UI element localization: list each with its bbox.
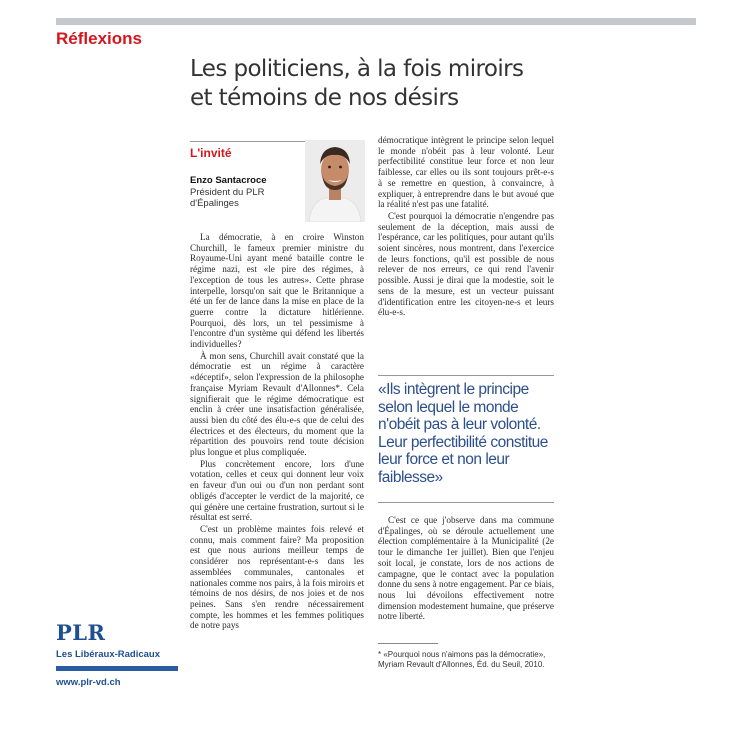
author-portrait xyxy=(305,140,365,222)
paragraph: démocratique intègrent le principe selon lequel le monde n'obéit pas à leur volonté. Leur perfectibilité constitue leur force et non leur faiblesse, car elles ou ils sont toujours prêt-e-s à se remettre en question, à convaincre, à expliquer, à entreprendre dans le but avoué que la réalité n'est pas une fatalité. xyxy=(378,135,554,210)
pull-quote: «Ils intègrent le principe selon lequel le monde n'obéit pas à leur volonté. Leur perfectibilité constitue leur force et non leur faiblesse» xyxy=(378,381,548,486)
author-name: Enzo Santacroce xyxy=(190,175,267,186)
plr-logo: PLR xyxy=(56,620,106,645)
author-role: Président du PLR d'Épalinges xyxy=(190,187,265,209)
headline-line-2: et témoins de nos désirs xyxy=(190,85,459,111)
invite-label: L'invité xyxy=(190,146,232,160)
paragraph: Plus concrètement encore, lors d'une votation, celles et ceux qui donnent leur voix en faveur d'un oui ou d'un non perdant sont obligés d'accepter le verdict de la majorité, ce qui génère une certaine frustration, surtout si le résultat est serré. xyxy=(190,458,364,523)
paragraph: À mon sens, Churchill avait constaté que la démocratie est un régime à caractère «déceptif», selon l'expression de la philosophe française Myriam Revault d'Allonnes*. Cela signifierait que le régime démocratique est enclin à créer une insatisfaction généralisée, aussi bien du côté des élu-e-s que de celui des électrices et des électeurs, du moment que la répartition des pouvoirs rend toute décision plus longue et plus compliquée. xyxy=(190,350,364,458)
article-right-column-top xyxy=(378,135,554,319)
headline xyxy=(190,55,590,113)
plr-website-link[interactable]: www.plr-vd.ch xyxy=(56,677,121,688)
top-bar xyxy=(56,18,696,25)
headline-line-1: Les politiciens, à la fois miroirs xyxy=(190,56,524,82)
footnote: * «Pourquoi nous n'aimons pas la démocratie», Myriam Revault d'Allonnes, Éd. du Seuil, 2010. xyxy=(378,650,546,669)
section-label: Réflexions xyxy=(56,29,142,48)
article-left-column xyxy=(190,232,364,632)
paragraph: C'est ce que j'observe dans ma commune d'Épalinges, où se déroule actuellement une élection complémentaire à la Municipalité (2e tour le dimanche 1er juillet). Bien que l'enjeu soit local, je constate, lors de nos actions de campagne, que le contact avec la population donne du sens à notre engagement. Par ce biais, nous lui dévoilons effectivement notre dimension modestement humaine, que préserve notre liberté. xyxy=(378,515,554,622)
article-right-column-bottom xyxy=(378,515,554,623)
footnote-rule xyxy=(378,643,438,644)
pull-quote-rule-top xyxy=(378,375,554,376)
plr-party-name: Les Libéraux-Radicaux xyxy=(56,649,161,660)
plr-rule xyxy=(56,666,178,671)
paragraph: C'est un problème maintes fois relevé et connu, mais comment faire? Ma proposition est que nous aurions meilleur temps de considérer nos représentant-e-s dans les assemblées communales, cantonales et nationales comme nos pairs, à la fois miroirs et témoins de nos désirs, de nos joies et de nos peines. Sans s'en rendre nécessairement compte, les hommes et les femmes politiques de notre pays xyxy=(190,523,364,631)
paragraph: C'est pourquoi la démocratie n'engendre pas seulement de la déception, mais aussi de l'espérance, car les politiques, pour autant qu'ils soient sincères, nous montrent, dans l'exercice de leurs fonctions, qu'il est possible de nous relever de nos erreurs, ce qui rend l'avenir possible. Aussi je dirai que la modestie, soit le sens de la mesure, est un vecteur puissant d'identification entre les citoyen-ne-s et leurs élu-e-s. xyxy=(378,210,554,318)
pull-quote-rule-bottom xyxy=(378,502,554,503)
paragraph: La démocratie, à en croire Winston Churchill, le fameux premier ministre du Royaume-Uni ayant mené bataille contre le régime nazi, est «le pire des régimes, à l'exception de tous les autres». Cette phrase interpelle, lorsqu'on sait que le Britannique a été un fer de lance dans la mise en place de la guerre contre la dictature hitlérienne. Pourquoi, dès lors, un tel pessimisme à l'encontre d'un système qui défend les libertés individuelles? xyxy=(190,232,364,350)
